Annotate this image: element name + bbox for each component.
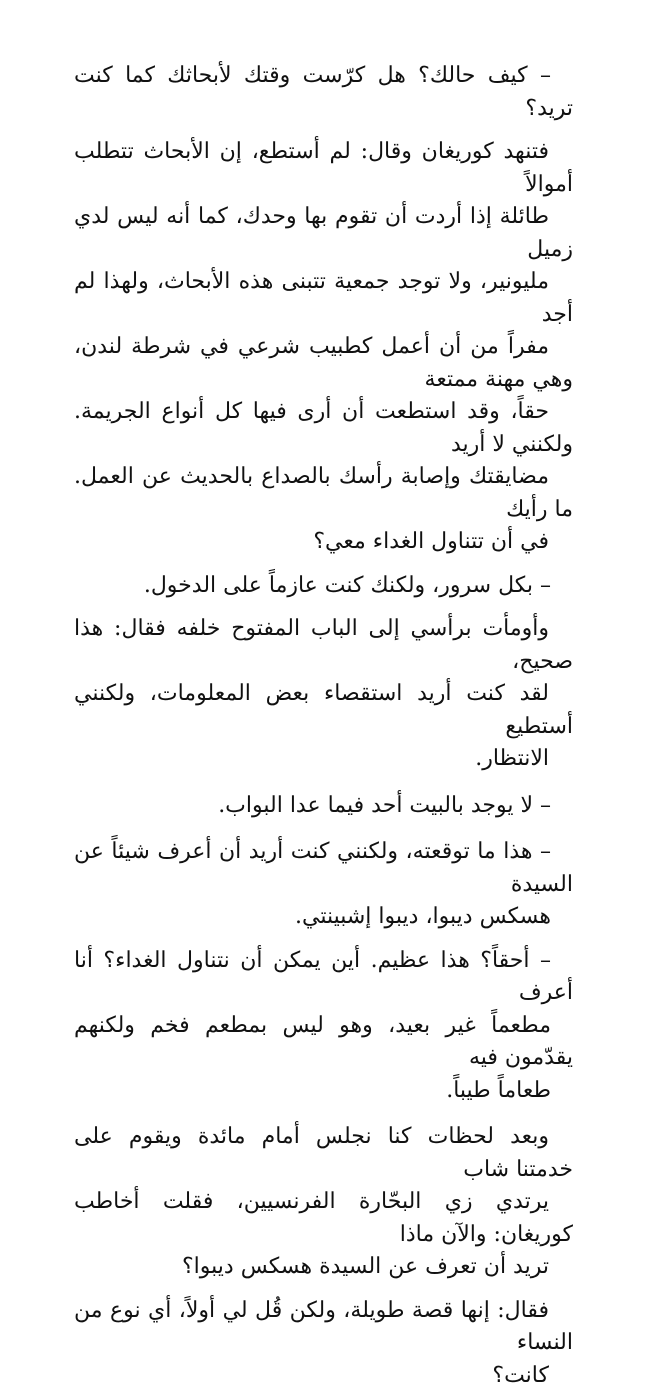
text-line: فقال: إنها قصة طويلة، ولكن قُل لي أولاً، أي نوع من النساء xyxy=(74,1295,573,1360)
text-line: يرتدي زي البحّارة الفرنسيين، فقلت أخاطب كوريغان: والآن ماذا xyxy=(74,1186,573,1251)
text-line: حقاً، وقد استطعت أن أرى فيها كل أنواع الجريمة. ولكنني لا أريد xyxy=(74,396,573,461)
dialogue-paragraph xyxy=(74,60,573,125)
text-line: طائلة إذا أردت أن تقوم بها وحدك، كما أنه ليس لدي زميل xyxy=(74,201,573,266)
text-line: هسكس ديبوا، ديبوا إشبينتي. xyxy=(74,901,573,934)
text-line: فتنهد كوريغان وقال: لم أستطع، إن الأبحاث تتطلب أموالاً xyxy=(74,136,573,201)
text-line: – بكل سرور، ولكنك كنت عازماً على الدخول. xyxy=(74,570,573,603)
text-line: الانتظار. xyxy=(74,743,573,776)
text-line: كانت؟ xyxy=(74,1360,573,1392)
text-line: مفراً من أن أعمل كطبيب شرعي في شرطة لندن، وهي مهنة ممتعة xyxy=(74,331,573,396)
text-line: تريد أن تعرف عن السيدة هسكس ديبوا؟ xyxy=(74,1251,573,1284)
text-line: مطعماً غير بعيد، وهو ليس بمطعم فخم ولكنهم يقدّمون فيه xyxy=(74,1010,573,1075)
text-line: – لا يوجد بالبيت أحد فيما عدا البواب. xyxy=(74,790,573,823)
narrative-paragraph xyxy=(74,136,573,559)
dialogue-paragraph xyxy=(74,790,573,823)
text-line: – هذا ما توقعته، ولكنني كنت أريد أن أعرف شيئاً عن السيدة xyxy=(74,836,573,901)
dialogue-paragraph xyxy=(74,570,573,603)
text-line: مضايقتك وإصابة رأسك بالصداع بالحديث عن العمل. ما رأيك xyxy=(74,461,573,526)
text-line: مليونير، ولا توجد جمعية تتبنى هذه الأبحاث، ولهذا لم أجد xyxy=(74,266,573,331)
narrative-paragraph xyxy=(74,1295,573,1392)
text-line: في أن تتناول الغداء معي؟ xyxy=(74,526,573,559)
text-line: لقد كنت أريد استقصاء بعض المعلومات، ولكنني أستطيع xyxy=(74,678,573,743)
text-line: وبعد لحظات كنا نجلس أمام مائدة ويقوم على خدمتنا شاب xyxy=(74,1121,573,1186)
text-line: – أحقاً؟ هذا عظيم. أين يمكن أن نتناول الغداء؟ أنا أعرف xyxy=(74,945,573,1010)
dialogue-paragraph xyxy=(74,945,573,1108)
text-line: طعاماً طيباً. xyxy=(74,1075,573,1108)
text-line: وأومأت برأسي إلى الباب المفتوح خلفه فقال: هذا صحيح، xyxy=(74,613,573,678)
narrative-paragraph xyxy=(74,1121,573,1284)
dialogue-paragraph xyxy=(74,836,573,934)
narrative-paragraph xyxy=(74,613,573,776)
text-line: – كيف حالك؟ هل كرّست وقتك لأبحاثك كما كنت تريد؟ xyxy=(74,60,573,125)
